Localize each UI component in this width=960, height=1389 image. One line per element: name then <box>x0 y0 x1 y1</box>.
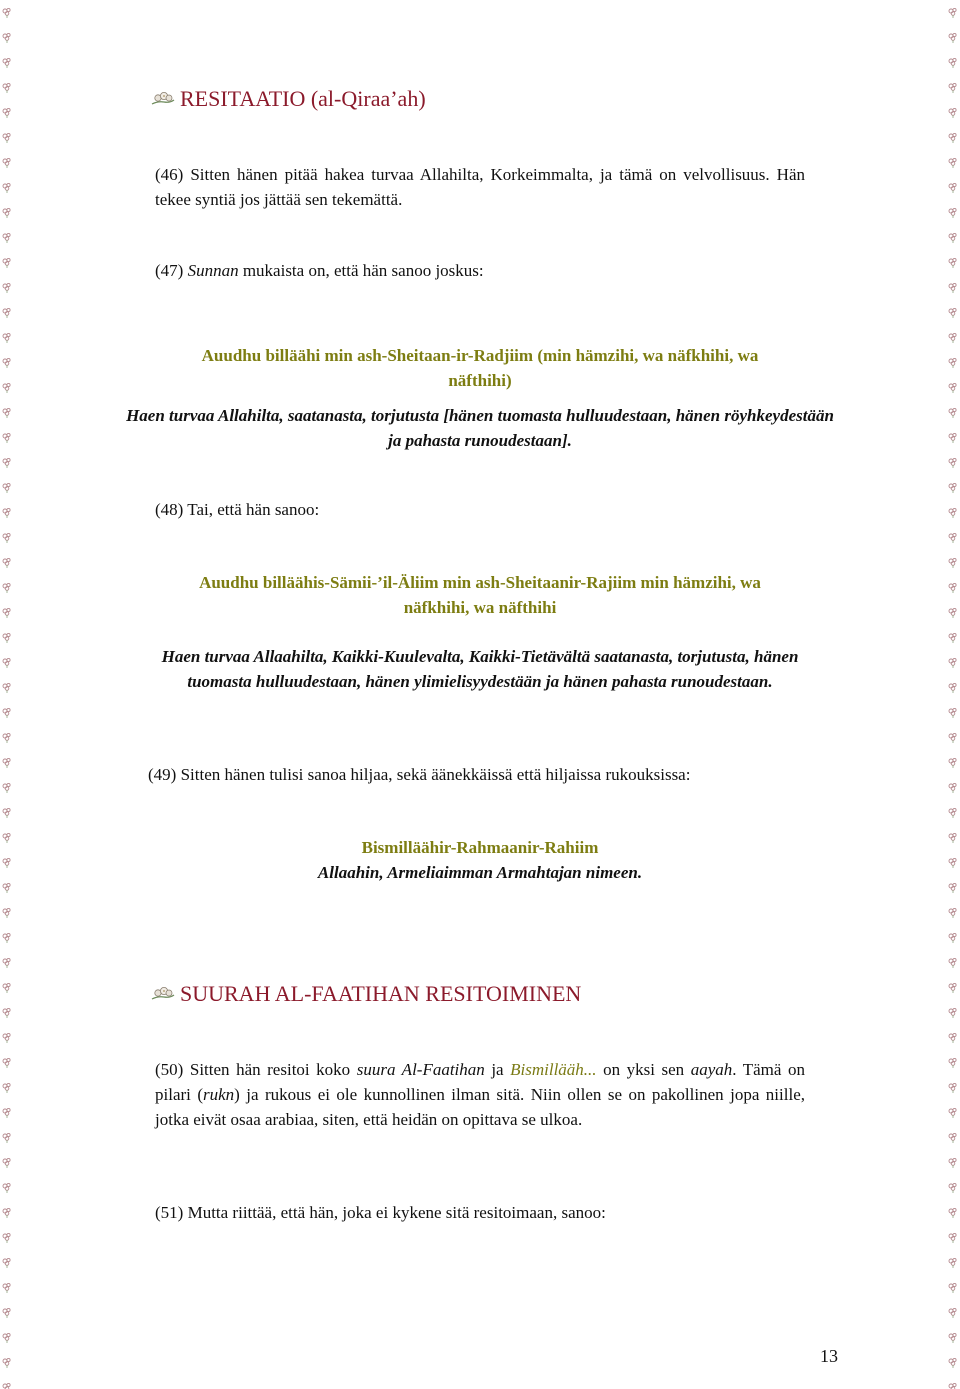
flower-border-icon <box>946 950 960 975</box>
flower-border-icon <box>946 1300 960 1325</box>
flower-border-icon <box>0 50 14 75</box>
flower-border-icon <box>946 600 960 625</box>
flower-border-icon <box>946 1125 960 1150</box>
flower-border-icon <box>946 1250 960 1275</box>
flower-ornament-icon <box>150 984 176 1004</box>
flower-border-icon <box>946 1075 960 1100</box>
flower-border-icon <box>0 375 14 400</box>
section-heading-resitaatio <box>150 86 426 112</box>
flower-border-icon <box>0 600 14 625</box>
p50-text: (50) Sitten hän resitoi koko <box>155 1060 357 1079</box>
flower-border-icon <box>946 500 960 525</box>
flower-border-icon <box>0 825 14 850</box>
flower-border-icon <box>946 300 960 325</box>
p47-start: (47) <box>155 261 188 280</box>
flower-border-icon <box>0 750 14 775</box>
flower-border-icon <box>946 1375 960 1389</box>
flower-border-icon <box>946 475 960 500</box>
flower-border-icon <box>0 225 14 250</box>
flower-border-icon <box>0 950 14 975</box>
flower-border-icon <box>0 275 14 300</box>
flower-border-icon <box>0 900 14 925</box>
flower-border-icon <box>946 750 960 775</box>
p47-end: mukaista on, että hän sanoo joskus: <box>238 261 484 280</box>
flower-border-icon <box>946 75 960 100</box>
flower-border-icon <box>946 200 960 225</box>
flower-border-icon <box>946 800 960 825</box>
p50-text: ja <box>484 1060 511 1079</box>
section-heading-faatiha <box>150 981 581 1007</box>
flower-border-icon <box>946 1200 960 1225</box>
flower-border-icon <box>0 525 14 550</box>
flower-border-icon <box>946 1050 960 1075</box>
flower-border-icon <box>0 675 14 700</box>
p50-text: . Tämä on pilari ( <box>155 1060 805 1104</box>
flower-border-icon <box>946 250 960 275</box>
paragraph-49: (49) Sitten hänen tulisi sanoa hiljaa, sekä äänekkäissä että hiljaissa rukouksissa: <box>148 765 691 784</box>
flower-border-icon <box>0 400 14 425</box>
flower-border-icon <box>946 50 960 75</box>
flower-border-icon <box>0 625 14 650</box>
flower-border-icon <box>946 650 960 675</box>
flower-border-icon <box>0 1300 14 1325</box>
flower-border-icon <box>0 1175 14 1200</box>
flower-border-icon <box>0 1200 14 1225</box>
flower-border-icon <box>0 1050 14 1075</box>
flower-border-icon <box>946 1000 960 1025</box>
flower-border-icon <box>0 700 14 725</box>
flower-border-icon <box>0 450 14 475</box>
flower-border-icon <box>946 150 960 175</box>
flower-border-icon <box>946 175 960 200</box>
flower-border-icon <box>0 25 14 50</box>
flower-border-icon <box>946 325 960 350</box>
flower-border-icon <box>946 1325 960 1350</box>
flower-border-icon <box>0 775 14 800</box>
flower-border-icon <box>946 850 960 875</box>
flower-border-icon <box>0 1025 14 1050</box>
section-heading-text: SUURAH AL-FAATIHAN RESITOIMINEN <box>180 981 582 1006</box>
flower-border-icon <box>946 0 960 25</box>
paragraph-46: (46) Sitten hänen pitää hakea turvaa Allahilta, Korkeimmalta, ja tämä on velvollisuus. Hän tekee syntiä jos jättää sen tekemättä. <box>155 165 805 209</box>
flower-border-icon <box>0 925 14 950</box>
flower-border-icon <box>0 1150 14 1175</box>
paragraph-51: (51) Mutta riittää, että hän, joka ei kykene sitä resitoimaan, sanoo: <box>155 1203 606 1222</box>
flower-border-icon <box>946 400 960 425</box>
flower-border-icon <box>946 1025 960 1050</box>
flower-border-icon <box>0 1275 14 1300</box>
flower-border-icon <box>0 725 14 750</box>
flower-border-icon <box>946 350 960 375</box>
flower-border-icon <box>0 150 14 175</box>
basmala-transliteration: Bismilläähir-Rahmaanir-Rahiim <box>361 838 599 857</box>
flower-border-icon <box>0 175 14 200</box>
bismillah-term: Bismillääh... <box>510 1060 597 1079</box>
flower-border-icon <box>946 675 960 700</box>
p50-text: on yksi sen <box>596 1060 691 1079</box>
flower-border-icon <box>0 1125 14 1150</box>
flower-border-icon <box>946 775 960 800</box>
flower-border-icon <box>946 100 960 125</box>
flower-border-icon <box>0 575 14 600</box>
flower-border-icon <box>0 550 14 575</box>
flower-border-icon <box>946 225 960 250</box>
flower-border-icon <box>0 300 14 325</box>
flower-border-icon <box>0 975 14 1000</box>
flower-border-icon <box>0 650 14 675</box>
flower-border-icon <box>946 900 960 925</box>
rukn-term: rukn <box>202 1085 235 1104</box>
flower-border-icon <box>0 1075 14 1100</box>
flower-border-icon <box>0 350 14 375</box>
flower-border-icon <box>0 875 14 900</box>
flower-border-icon <box>0 475 14 500</box>
flower-border-icon <box>946 625 960 650</box>
flower-border-icon <box>946 550 960 575</box>
section-heading-text: RESITAATIO (al-Qiraa’ah) <box>180 86 426 111</box>
flower-border-icon <box>946 725 960 750</box>
paragraph-50 <box>155 1057 805 1132</box>
flower-border-icon <box>946 425 960 450</box>
flower-border-icon <box>946 1175 960 1200</box>
flower-border-icon <box>946 125 960 150</box>
flower-border-icon <box>0 200 14 225</box>
right-floral-border <box>946 0 960 1389</box>
flower-border-icon <box>946 25 960 50</box>
dua1-translation: Haen turvaa Allahilta, saatanasta, torjutusta [hänen tuomasta hulluudestaan, hänen röyhkeydestään ja pahasta runoudestaan]. <box>126 406 834 450</box>
flower-border-icon <box>946 1350 960 1375</box>
flower-border-icon <box>946 975 960 1000</box>
flower-border-icon <box>946 275 960 300</box>
flower-border-icon <box>0 250 14 275</box>
flower-border-icon <box>0 100 14 125</box>
page-number: 13 <box>820 1346 838 1366</box>
flower-border-icon <box>0 0 14 25</box>
flower-border-icon <box>0 1375 14 1389</box>
flower-border-icon <box>946 450 960 475</box>
flower-border-icon <box>0 75 14 100</box>
left-floral-border <box>0 0 14 1389</box>
flower-border-icon <box>0 425 14 450</box>
flower-border-icon <box>946 1225 960 1250</box>
flower-border-icon <box>946 1275 960 1300</box>
flower-border-icon <box>0 125 14 150</box>
aayah-term: aayah <box>690 1060 733 1079</box>
faatiha-term: suura Al-Faatihan <box>356 1060 485 1079</box>
flower-border-icon <box>946 875 960 900</box>
flower-border-icon <box>0 1100 14 1125</box>
flower-border-icon <box>0 500 14 525</box>
paragraph-48: (48) Tai, että hän sanoo: <box>155 500 320 519</box>
flower-border-icon <box>0 1350 14 1375</box>
p50-text: ) ja rukous ei ole kunnollinen ilman sitä. Niin ollen se on pakollinen jopa niille, jotka eivät osaa arabiaa, siten, että heidän on opittava se ulkoa. <box>155 1085 805 1129</box>
dua1-transliteration: Auudhu billäähi min ash-Sheitaan-ir-Radjiim (min hämzihi, wa näfkhihi, wa näfthihi) <box>201 346 759 390</box>
flower-border-icon <box>946 825 960 850</box>
flower-border-icon <box>0 1325 14 1350</box>
flower-border-icon <box>946 575 960 600</box>
flower-border-icon <box>946 375 960 400</box>
paragraph-47 <box>155 258 805 283</box>
flower-border-icon <box>946 700 960 725</box>
flower-border-icon <box>946 525 960 550</box>
flower-border-icon <box>0 1000 14 1025</box>
flower-border-icon <box>0 1250 14 1275</box>
flower-border-icon <box>0 800 14 825</box>
sunnan-term: Sunnan <box>187 261 239 280</box>
flower-ornament-icon <box>150 89 176 109</box>
flower-border-icon <box>0 1225 14 1250</box>
flower-border-icon <box>0 325 14 350</box>
basmala-translation: Allaahin, Armeliaimman Armahtajan nimeen. <box>317 863 643 882</box>
flower-border-icon <box>0 850 14 875</box>
dua2-transliteration: Auudhu billäähis-Sämii-’il-Äliim min ash-Sheitaanir-Rajiim min hämzihi, wa näfkhihi, wa näfthihi <box>199 573 761 617</box>
flower-border-icon <box>946 925 960 950</box>
dua2-translation: Haen turvaa Allaahilta, Kaikki-Kuulevalta, Kaikki-Tietävältä saatanasta, torjutusta, hänen tuomasta hulluudestaan, hänen ylimielisyydestään ja hänen pahasta runoudestaan. <box>161 647 799 691</box>
flower-border-icon <box>946 1150 960 1175</box>
flower-border-icon <box>946 1100 960 1125</box>
